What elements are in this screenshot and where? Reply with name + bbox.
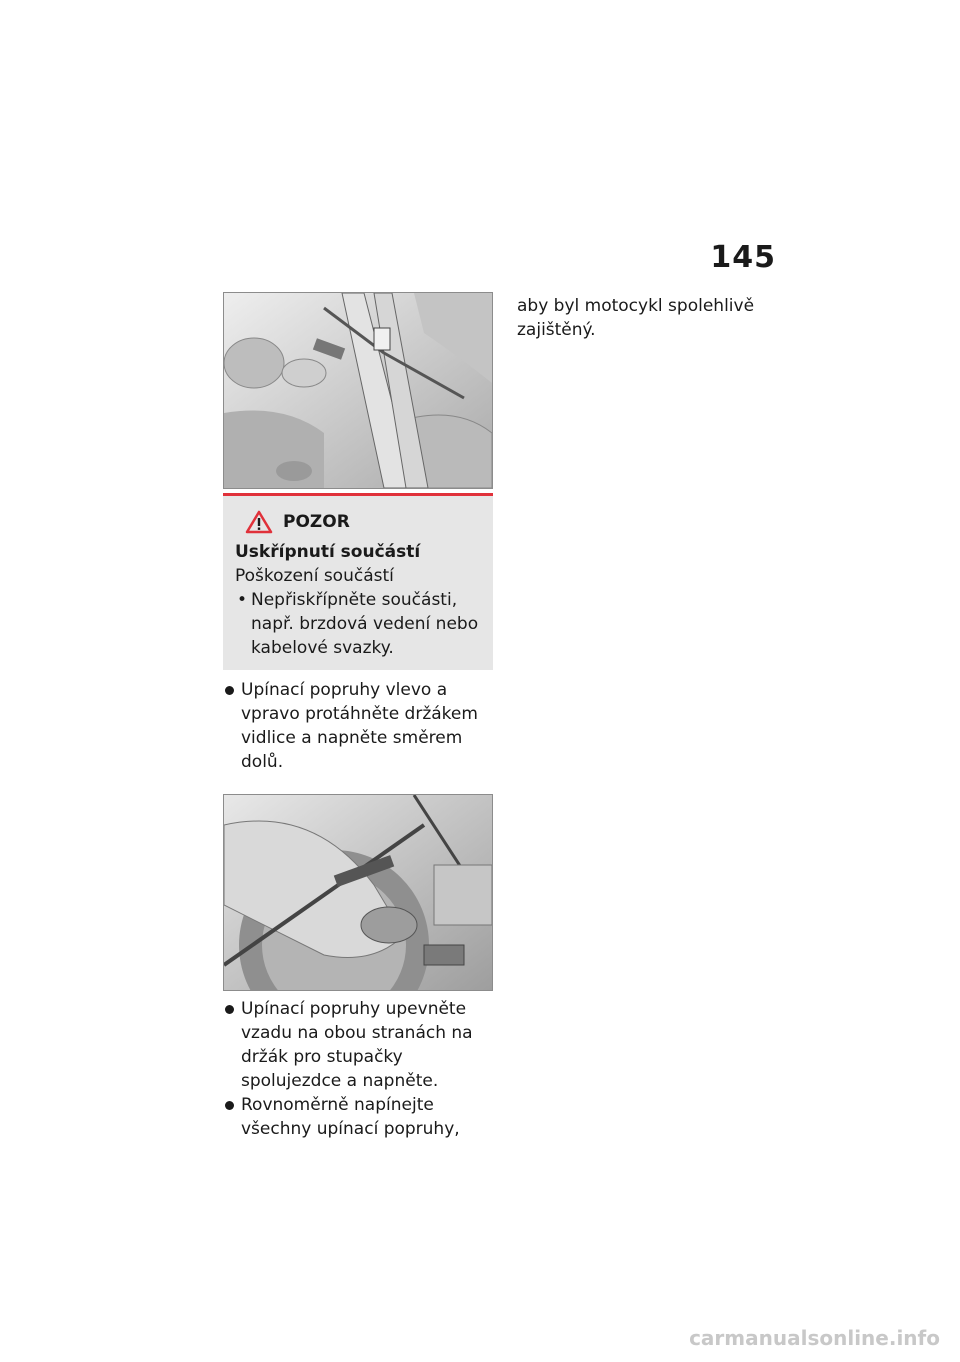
fork-strap-illustration	[223, 292, 493, 489]
warning-list	[235, 588, 481, 660]
warning-title: POZOR	[283, 512, 350, 532]
warning-header	[235, 510, 481, 534]
page-number: 145	[710, 240, 776, 275]
step-item: Rovnoměrně napínejte všechny upínací popruhy,	[223, 1093, 493, 1141]
fork-strap-drawing	[224, 293, 492, 488]
watermark: carmanualsonline.info	[689, 1326, 940, 1350]
step-item: Upínací popruhy upevněte vzadu na obou stranách na držák pro stupačky spolujezdce a napněte.	[223, 997, 493, 1093]
warning-item: • Nepřiskřípněte součásti, např. brzdová vedení nebo kabelové svazky.	[235, 588, 481, 660]
right-column	[517, 292, 777, 342]
continuation-text: aby byl motocykl spolehlivě zajištěný.	[517, 296, 755, 340]
step-list-2	[223, 997, 493, 1141]
left-column	[223, 292, 493, 1141]
step-list-1	[223, 678, 493, 774]
warning-triangle-icon	[245, 510, 273, 534]
warning-description: Poškození součástí	[235, 566, 394, 586]
rear-strap-illustration	[223, 794, 493, 991]
warning-subtitle: Uskřípnutí součástí	[235, 542, 421, 562]
rear-strap-drawing	[224, 795, 492, 990]
step-item: Upínací popruhy vlevo a vpravo protáhněte držákem vidlice a napněte směrem dolů.	[223, 678, 493, 774]
warning-box	[223, 493, 493, 670]
